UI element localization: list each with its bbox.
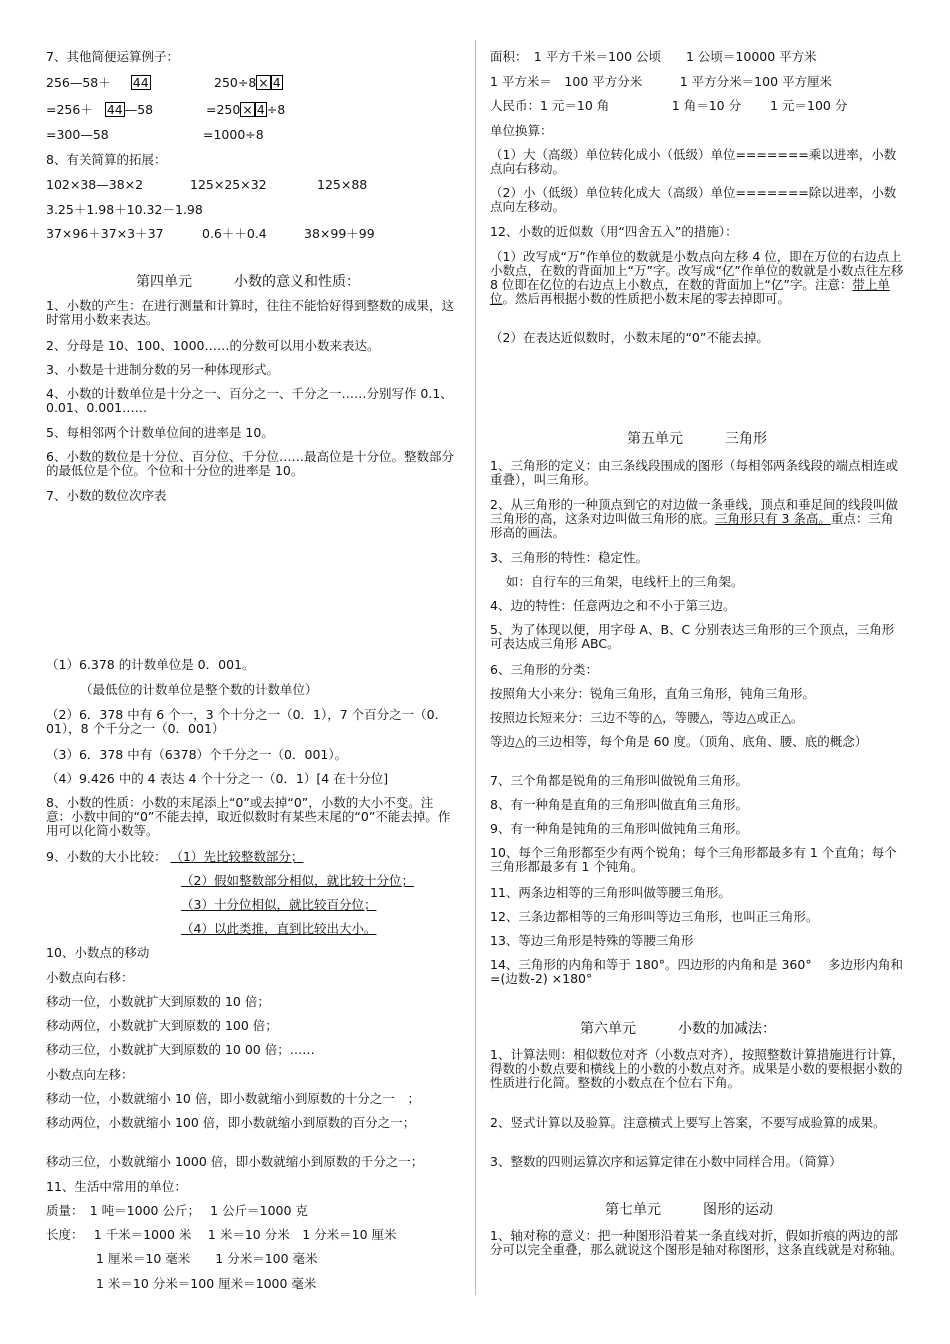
boxed-number: 4 — [272, 75, 281, 90]
boxed-number: 44 — [132, 75, 149, 90]
boxed-number: 44 — [106, 102, 123, 117]
paragraph: 4、小数的计数单位是十分之一、百分之一、千分之一……分别写作 0.1、0.01、0.001…… — [46, 386, 453, 415]
compare-rule: （3）十分位相似，就比较百分位； — [181, 897, 377, 912]
paragraph: 7、小数的数位次序表 — [46, 488, 167, 503]
example-line: （1）6.378 的计数单位是 0．001。 — [46, 657, 255, 672]
paragraph: 等边△的三边相等，每个角是 60 度。（顶角、底角、腰、底的概念） — [490, 734, 868, 749]
paragraph: 1、三角形的定义：由三条线段围成的图形（每相邻两条线段的端点相连或重叠），叫三角形。 — [490, 458, 898, 487]
paragraph: 单位换算： — [490, 123, 553, 138]
paragraph: 9、有一种角是钝角的三角形叫做钝角三角形。 — [490, 821, 748, 836]
paragraph: 移动一位，小数就缩小 10 倍，即小数就缩小到原数的十分之一 ； — [46, 1091, 420, 1106]
paragraph: 14、三角形的内角和等于 180°。四边形的内角和是 360° 多边形内角和=(边数-2) ×180° — [490, 957, 904, 986]
paragraph: 1、小数的产生：在进行测量和计算时，往往不能恰好得到整数的成果，这时常用小数来表达。 — [46, 298, 454, 327]
paragraph-text: （1）改写成“万”作单位的数就是小数点向左移 4 位，即在万位的右边点上小数点，在数的背面加上“万”字。改写成“亿”作单位的数就是小数点往左移 8 位即在亿位的右边点上小数点，在数的背面加上“亿”字。注意： — [490, 249, 904, 292]
paragraph: 按照边长短来分：三边不等的△，等腰△，等边△或正△。 — [490, 710, 804, 725]
underlined-text: 三角形只有 3 条高。 — [715, 511, 831, 526]
paragraph: 移动一位，小数就扩大到原数的 10 倍； — [46, 994, 270, 1009]
unit-line: 1 厘米＝10 毫米 1 分米＝100 毫米 — [96, 1251, 318, 1266]
paragraph: 10、小数点的移动 — [46, 945, 150, 960]
expr-text: ÷8 — [266, 102, 286, 117]
paragraph — [490, 250, 905, 306]
unit-line: 面积： 1 平方千米＝100 公顷 1 公顷＝10000 平方米 — [490, 49, 817, 64]
expr-line — [46, 75, 151, 90]
paragraph: 11、两条边相等的三角形叫做等腰三角形。 — [490, 885, 731, 900]
expr-text: —58 — [124, 102, 154, 117]
paragraph: 6、三角形的分类： — [490, 662, 598, 677]
expr-line: =1000÷8 — [203, 127, 264, 142]
unit-5-heading: 第五单元 三角形 — [627, 431, 767, 447]
paragraph: （2）在表达近似数时，小数末尾的“0”不能去掉。 — [490, 330, 769, 345]
unit-6-heading: 第六单元 小数的加减法： — [580, 1021, 776, 1037]
paragraph — [490, 498, 905, 540]
paragraph: 4、边的特性：任意两边之和不小于第三边。 — [490, 598, 736, 613]
expr-line: 0.6＋＋0.4 — [202, 226, 267, 241]
boxed-symbol: × — [258, 75, 269, 90]
compare-line — [46, 850, 303, 864]
paragraph: 3、三角形的特性：稳定性。 — [490, 550, 648, 565]
paragraph: 10、每个三角形都至少有两个锐角；每个三角形都最多有 1 个直角；每个三角形都最多有 1 个钝角。 — [490, 845, 897, 874]
paragraph: 1、轴对称的意义：把一种图形沿着某一条直线对折，假如折痕的两边的部分可以完全重叠，那么就说这个图形是轴对称图形，这条直线就是对称轴。 — [490, 1228, 903, 1257]
paragraph: 6、小数的数位是十分位、百分位、千分位……最高位是十分位。整数部分的最低位是个位。个位和十分位的进率是 10。 — [46, 449, 454, 478]
section-8-title: 8、有关简算的拓展： — [46, 152, 167, 167]
expr-line — [46, 102, 153, 117]
compare-rule: （4）以此类推，直到比较出大小。 — [181, 921, 377, 936]
paragraph: 移动三位，小数就扩大到原数的 10 00 倍；…… — [46, 1042, 315, 1057]
paragraph: 3、整数的四则运算次序和运算定律在小数中同样合用。（简算） — [490, 1154, 842, 1169]
paragraph: 12、三条边都相等的三角形叫等边三角形，也叫正三角形。 — [490, 909, 819, 924]
example-line: （4）9.426 中的 4 表达 4 个十分之一（0．1）[4 在十分位] — [46, 771, 389, 786]
paragraph: 11、生活中常用的单位： — [46, 1179, 187, 1194]
unit-line: 1 平方米＝ 100 平方分米 1 平方分米＝100 平方厘米 — [490, 74, 833, 89]
paragraph-text: 2、从三角形的一种顶点到它的对边做一条垂线，顶点和垂足间的线段叫做三角形的高，这条对边叫做三角形的底。 — [490, 497, 898, 526]
paragraph-text: 重点：三角形高的画法。 — [490, 511, 894, 540]
paragraph: 小数点向左移： — [46, 1067, 134, 1082]
paragraph: （1）大（高级）单位转化成小（低级）单位=======乘以进率，小数点向右移动。 — [490, 147, 897, 176]
expr-text: =256＋ — [46, 102, 93, 117]
paragraph: 1、计算法则：相似数位对齐（小数点对齐），按照整数计算措施进行计算，得数的小数点要和横线上的小数的小数点对齐。成果是小数的要根据小数的性质进行化简。整数的小数点在个位右下角。 — [490, 1047, 905, 1090]
paragraph: 移动两位，小数就缩小 100 倍，即小数就缩小到原数的百分之一； — [46, 1115, 416, 1130]
underlined-text: 带上单位 — [490, 277, 890, 306]
compare-label: 9、小数的大小比较： — [46, 849, 167, 864]
paragraph: 移动两位，小数就扩大到原数的 100 倍； — [46, 1018, 278, 1033]
expr-line: 3.25＋1.98＋10.32－1.98 — [46, 202, 203, 217]
compare-rule: （2）假如整数部分相似，就比较十分位； — [181, 873, 414, 888]
paragraph-text: 。然后再根据小数的性质把小数末尾的零去掉即可。 — [502, 291, 791, 306]
paragraph: 如：自行车的三角架，电线杆上的三角架。 — [506, 574, 744, 589]
paragraph: 7、三个角都是锐角的三角形叫做锐角三角形。 — [490, 773, 748, 788]
paragraph: 13、等边三角形是特殊的等腰三角形 — [490, 933, 694, 948]
unit-line: 1 米＝10 分米＝100 厘米＝1000 毫米 — [96, 1276, 317, 1291]
section-7-title: 7、其他简便运算例子： — [46, 49, 179, 64]
unit-line: 质量： 1 吨＝1000 公斤； 1 公斤＝1000 克 — [46, 1203, 308, 1218]
paragraph: 12、小数的近似数（用“四舍五入”的措施）： — [490, 224, 738, 239]
unit-7-heading: 第七单元 图形的运动 — [605, 1202, 773, 1218]
paragraph: 8、小数的性质：小数的末尾添上“0”或去掉“0”，小数的大小不变。注意：小数中间的“0”不能去掉，取近似数时有某些末尾的“0”不能去掉。作用可以化简小数等。 — [46, 795, 451, 838]
expr-line: 38×99＋99 — [304, 226, 375, 241]
paragraph: 小数点向右移： — [46, 970, 134, 985]
paragraph: 5、为了体现以便，用字母 A、B、C 分别表达三角形的三个顶点，三角形可表达成三角形 ABC。 — [490, 622, 895, 651]
example-line: （最低位的计数单位是整个数的计数单位） — [80, 682, 318, 697]
paragraph: 移动三位，小数就缩小 1000 倍，即小数就缩小到原数的千分之一； — [46, 1154, 424, 1169]
example-line: （3）6．378 中有（6378）个千分之一（0．001）。 — [46, 747, 348, 762]
expr-line — [214, 75, 283, 90]
unit-4-heading: 第四单元 小数的意义和性质： — [136, 274, 360, 290]
paragraph: 3、小数是十进制分数的另一种体现形式。 — [46, 362, 279, 377]
paragraph: 2、分母是 10、100、1000……的分数可以用小数来表达。 — [46, 338, 380, 353]
paragraph: 2、竖式计算以及验算。注意横式上要写上答案，不要写成验算的成果。 — [490, 1115, 886, 1130]
expr-line: 102×38—38×2 — [46, 177, 144, 192]
paragraph: 5、每相邻两个计数单位间的进率是 10。 — [46, 425, 274, 440]
paragraph: 按照角大小来分：锐角三角形，直角三角形，钝角三角形。 — [490, 686, 816, 701]
boxed-symbol: × — [242, 102, 253, 117]
expr-line — [206, 102, 285, 117]
expr-line: =300—58 — [46, 127, 109, 142]
expr-text: 250÷8 — [214, 75, 257, 90]
boxed-number: 4 — [256, 102, 265, 117]
column-divider — [475, 40, 476, 1295]
expr-line: 125×25×32 — [190, 177, 267, 192]
expr-text: =250 — [206, 102, 241, 117]
compare-rule: （1）先比较整数部分； — [170, 849, 304, 864]
expr-text: 256—58＋ — [46, 75, 111, 90]
unit-line: 长度： 1 千米＝1000 米 1 米＝10 分米 1 分米＝10 厘米 — [46, 1227, 397, 1242]
paragraph: （2）小（低级）单位转化成大（高级）单位=======除以进率，小数点向左移动。 — [490, 185, 897, 214]
expr-line: 37×96＋37×3＋37 — [46, 226, 164, 241]
example-line: （2）6．378 中有 6 个一，3 个十分之一（0．1），7 个百分之一（0．01），8 个千分之一（0．001） — [46, 707, 448, 736]
expr-line: 125×88 — [317, 177, 368, 192]
paragraph: 8、有一种角是直角的三角形叫做直角三角形。 — [490, 797, 748, 812]
unit-line: 人民币：1 元＝10 角 1 角＝10 分 1 元＝100 分 — [490, 98, 848, 113]
